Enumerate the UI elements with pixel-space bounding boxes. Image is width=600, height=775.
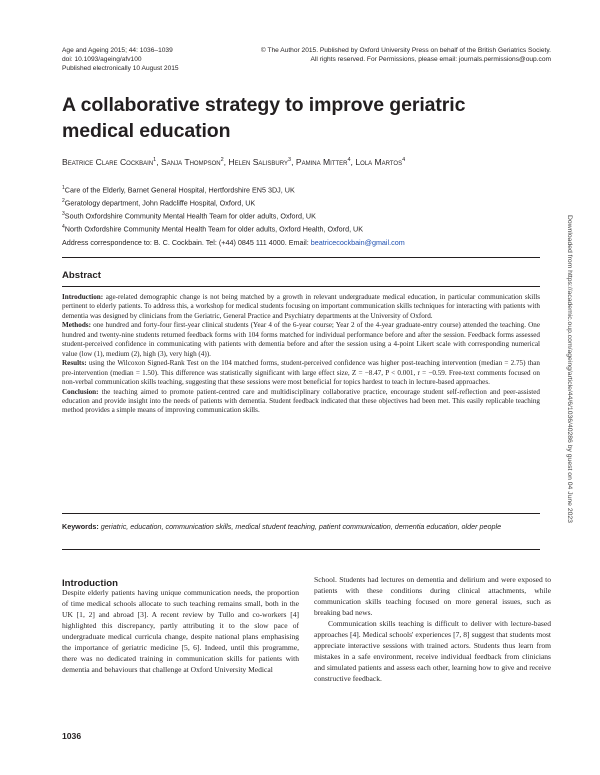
author-separator: , [223,157,229,167]
abstract-section-label: Methods: [62,321,91,330]
affiliation-text: Geratology department, John Radcliffe Hospital, Oxford, UK [64,198,256,208]
author-separator: , [291,157,296,167]
abstract-heading-rule [62,286,540,287]
keywords-text: geriatric, education, communication skills, medical student teaching, patient communication, dementia education, older people [98,522,502,531]
abstract-section-text: using the Wilcoxon Signed-Rank Test on the 104 matched forms, student-perceived confidence was higher post-teaching intervention (median = 2.75) than pre-intervention (median = 1.50). This difference was statistically significant with large effect size, Z = −8.47, P < 0.001, r = −0.59. Free-text comments focused on non-verbal communication skills teaching, suggesting that these sessions were most beneficial for topics hardest to teach in lecture-based approaches. [62,359,540,387]
abstract-top-rule [62,257,540,258]
introduction-right-column [314,575,551,685]
affiliation-text: North Oxfordshire Community Mental Health Team for older adults, Oxford Health, Oxford, UK [64,224,364,234]
affiliation [62,209,542,222]
author-separator: , [350,157,356,167]
copyright-line-1: © The Author 2015. Published by Oxford University Press on behalf of the British Geriatrics Society. [260,47,551,54]
abstract-section [62,321,540,359]
affiliation [62,196,542,209]
abstract-section-label: Results: [62,359,87,368]
download-watermark: Downloaded from https://academic.oup.com/ageing/article/44/6/1036/40286 by guest on 04 June 2023 [566,215,573,523]
copyright-line-2: All rights reserved. For Permissions, please email: journals.permissions@oup.com [310,56,551,63]
page-number: 1036 [62,731,82,741]
abstract-heading: Abstract [62,270,101,281]
abstract-section [62,293,540,321]
abstract-section-text: one hundred and forty-four first-year clinical students (Year 4 of the 6-year course; Year 2 of the 4-year graduate-entry course) attended the teaching. One hundred and twenty-nine students returned feedback forms with 104 forms matched for individual performance before and after the session. Feedback forms assessed student-perceived confidence in communicating with patients with dementia before and after the session using a 4-point Likert scale with corresponding numerical value (low (1), medium (2), high (3), very high (4)). [62,321,540,358]
introduction-paragraph: Despite elderly patients having unique communication needs, the proportion of time medical schools allocate to such teaching remains small, both in the UK [1, 2] and abroad [3]. A recent review by Tullo and co-workers [4] highlighted this discrepancy, partly attributing it to the slow pace of undergraduate medical curricula change, despite national plans emphasising the importance of geriatric medicine [5, 6]. Indeed, until this programme, there was no dedicated training in communication skills for patients with dementia and behaviours that challenge at Oxford University Medical [62,588,299,674]
affiliation [62,183,542,196]
keywords-bottom-rule [62,549,540,550]
introduction-heading: Introduction [62,578,118,589]
affiliation-marker: 1 [62,185,65,191]
author-affiliation-marker: 4 [402,157,406,164]
affiliation-list [62,183,542,235]
correspondence-email[interactable]: beatricecockbain@gmail.com [310,238,405,247]
abstract-section-label: Conclusion: [62,387,99,396]
author-list [62,157,552,167]
journal-citation: Age and Ageing 2015; 44: 1036–1039 [62,47,173,54]
correspondence-text: Address correspondence to: B. C. Cockbain. Tel: (+44) 0845 111 4000. Email: [62,238,311,247]
affiliation-text: Care of the Elderly, Barnet General Hospital, Hertfordshire EN5 3DJ, UK [64,185,295,195]
article-meta [62,46,262,73]
introduction-paragraph: Communication skills teaching is difficult to deliver with lecture-based approaches [4]. Medical schools' experiences [7, 8] suggest that students most appreciate interactive sessions with trained actors. Students thus learn from mistakes in a safe environment, receive individual feedback from clinicians and simulated patients and assess each other, learning how to give and receive constructive feedback. [314,618,551,683]
author-name: Beatrice Clare Cockbain [62,157,154,167]
introduction-left-column [62,588,299,676]
publication-date: Published electronically 10 August 2015 [62,65,179,72]
author-affiliation-marker: 3 [288,157,292,164]
abstract-section-text: age-related demographic change is not being matched by a growth in relevant undergraduate medical education, in particular communication skills pertinent to elderly patients. To address this, a workshop for medical students focusing on important communication skills techniques for interacting with patients with dementia was designed by clinicians from the Geriatric, General Practice and Psychiatry departments at the University of Oxford. [62,293,540,320]
affiliation-marker: 4 [62,223,65,230]
author-name: Pamina Mitter [295,157,348,167]
affiliation-marker: 3 [62,210,65,217]
keywords-top-rule [62,513,540,514]
abstract-section [62,388,540,416]
correspondence-address [62,238,542,247]
author-affiliation-marker: 4 [347,157,351,164]
author-separator: , [156,157,162,167]
keywords-label: Keywords: [62,522,99,531]
abstract-section [62,359,540,387]
author-name: Lola Martos [355,157,403,167]
abstract-section-text: the teaching aimed to promote patient-centred care and multidisciplinary collaborative practice, encourage student self-reflection and peer-assisted education and provide insight into the needs of patients with dementia. Student feedback indicated that these objectives had been met. This easily replicable teaching method provides a simple means of improving communication skills. [62,387,540,415]
introduction-paragraph: School. Students had lectures on dementia and delirium and were exposed to patients with these conditions during clinical attachments, while communication skills teaching focused on more general issues, such as breaking bad news. [314,575,551,617]
copyright-notice [261,46,551,64]
keywords [62,522,540,532]
affiliation [62,222,542,235]
article-title: A collaborative strategy to improve geriatric medical education [62,94,466,142]
abstract-body [62,293,540,416]
abstract-section-label: Introduction: [62,293,104,301]
doi[interactable]: doi: 10.1093/ageing/afv100 [62,56,142,63]
author-name: Helen Salisbury [228,157,288,167]
author-affiliation-marker: 2 [220,157,224,164]
author-name: Sanja Thompson [161,157,221,167]
author-affiliation-marker: 1 [153,157,157,164]
affiliation-text: South Oxfordshire Community Mental Health Team for older adults, Oxford, UK [64,211,316,221]
affiliation-marker: 2 [62,197,65,204]
